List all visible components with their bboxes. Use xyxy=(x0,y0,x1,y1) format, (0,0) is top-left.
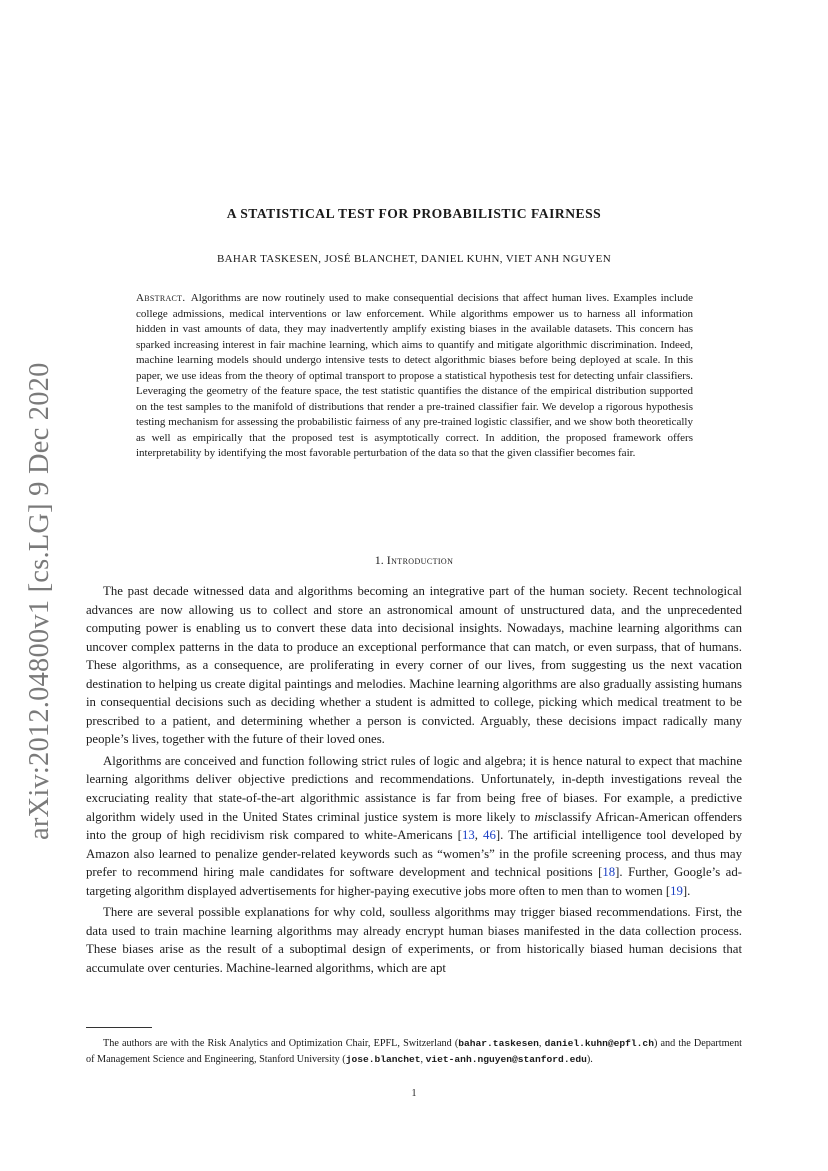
body-text xyxy=(86,582,742,980)
footnote-divider xyxy=(86,1027,152,1028)
citation-link[interactable]: 18 xyxy=(602,865,616,880)
section-number: 1. xyxy=(374,553,384,567)
footnote xyxy=(86,1036,742,1068)
arxiv-identifier: arXiv:2012.04800v1 [cs.LG] 9 Dec 2020 xyxy=(24,362,55,840)
paper-title: A STATISTICAL TEST FOR PROBABILISTIC FAIRNESS xyxy=(226,206,602,221)
abstract-text: Algorithms are now routinely used to make consequential decisions that affect human lives. Examples include college admissions, medical interventions or law enforcement. While algorithms empower us to harness all information hidden in vast amounts of data, they may inadvertently amplify existing biases in the available datasets. This concern has sparked increasing interest in fair machine learning, which aims to quantify and mitigate algorithmic discrimination. Indeed, machine learning models should undergo intensive tests to detect algorithmic biases before being deployed at scale. In this paper, we use ideas from the theory of optimal transport to propose a statistical hypothesis test for detecting unfair classifiers. Leveraging the geometry of the feature space, the test statistic quantifies the distance of the empirical distribution supported on the test samples to the manifold of distributions that render a pre-trained classifier fair. We develop a rigorous hypothesis testing mechanism for assessing the probabilistic fairness of any pre-trained logistic classifier, and we show both theoretically as well as empirically that the proposed test is asymptotically correct. In addition, the proposed framework offers interpretability by identifying the most favorable perturbation of the data so that the given classifier becomes fair. xyxy=(136,292,693,459)
citation-separator: , xyxy=(474,828,484,843)
author-list: BAHAR TASKESEN, JOSÉ BLANCHET, DANIEL KUHN, VIET ANH NGUYEN xyxy=(216,253,612,265)
email-address: viet-anh.nguyen@stanford.edu xyxy=(425,1054,587,1065)
email-address: daniel.kuhn@epfl.ch xyxy=(544,1038,654,1049)
footnote-part: ). xyxy=(586,1054,593,1065)
paragraph: The past decade witnessed data and algorithms becoming an integrative part of the human society. Recent technological advances are now allowing us to collect and store an astronomical amount of unstructured data, and the unprecedented computing power is enabling us to convert these data into decisional insights. Nowadays, machine learning algorithms can uncover complex patterns in the data to produce an exceptional performance that can match, or even surpass, that of humans. These algorithms, as a consequence, are proliferating in every corner of our lives, from suggesting us the next vacation destination to helping us create digital paintings and melodies. Machine learning algorithms are also gradually assisting humans in consequential decisions such as deciding whether a student is admitted to college, picking which medical treatment to be prescribed to a patient, and determining whether a person is convicted. Arguably, these decisions impact radically many people’s lives, together with the future of their loved ones. xyxy=(86,584,742,747)
email-address: bahar.taskesen xyxy=(458,1038,539,1049)
citation-link[interactable]: 13 xyxy=(461,828,475,843)
paragraph-text: ]. The artificial intelligence tool developed by Amazon also learned to penalize gender-related keywords such as “women’s” in the profile screening process, and thus may prefer to recommend hiring male candidates for software development and technical positions [ xyxy=(86,828,742,880)
email-address: jose.blanchet xyxy=(345,1054,421,1065)
paragraph-text: ]. xyxy=(682,883,691,898)
abstract xyxy=(136,291,693,462)
section-heading xyxy=(0,553,828,568)
abstract-label: Abstract. xyxy=(136,292,186,304)
paragraph-text: classify African-American offenders into the group of high recidivism risk compared to white-Americans [ xyxy=(86,809,742,843)
paragraph xyxy=(86,752,742,900)
emphasis: mis xyxy=(534,809,553,824)
footnote-part: , xyxy=(420,1054,426,1065)
citation-link[interactable]: 46 xyxy=(483,828,496,843)
page-number: 1 xyxy=(411,1088,417,1099)
footnote-text xyxy=(86,1036,742,1068)
footnote-part: , xyxy=(538,1038,545,1049)
paragraph-text: Algorithms are conceived and function following strict rules of logic and algebra; it is hence natural to expect that machine learning algorithms deliver objective predictions and recommendations. Unfortunately, in-depth investigations reveal the excruciating reality that state-of-the-art algorithmic assistance is far from being free of biases. For example, a predictive algorithm widely used in the United States criminal justice system is more likely to xyxy=(86,753,742,824)
section-title: Introduction xyxy=(386,553,454,567)
paragraph-text: ]. Further, Google’s ad-targeting algorithm displayed advertisements for higher-paying executive jobs more often to men than to women [ xyxy=(86,865,742,898)
citation-link[interactable]: 19 xyxy=(670,883,683,898)
footnote-part: The authors are with the Risk Analytics and Optimization Chair, EPFL, Switzerland ( xyxy=(103,1038,459,1049)
footnote-part: ) and the Department of Management Science and Engineering, Stanford University ( xyxy=(86,1038,743,1065)
paragraph: There are several possible explanations for why cold, soulless algorithms may trigger biased recommendations. First, the data used to train machine learning algorithms may already encrypt human biases manifested in the data collection process. These biases arise as the result of a suboptimal design of experiments, or from historically biased human decisions that accumulate over centuries. Machine-learned algorithms, which are apt xyxy=(86,905,742,975)
